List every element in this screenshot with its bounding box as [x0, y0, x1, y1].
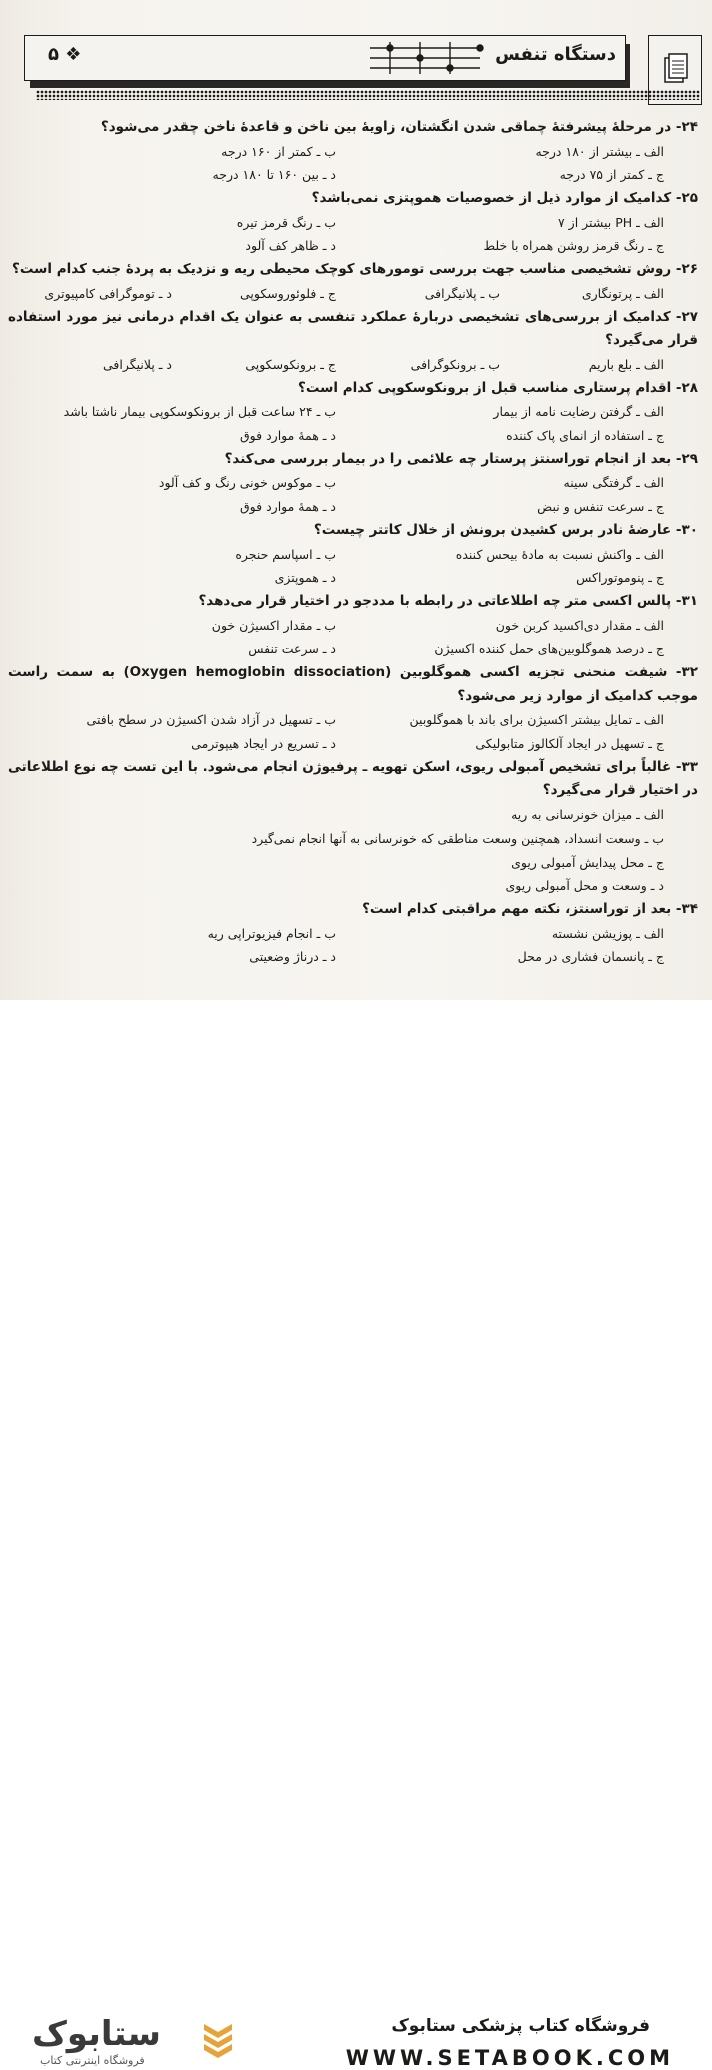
answer-option: ب ـ کمتر از ۱۶۰ درجه: [221, 143, 336, 159]
answer-option: الف ـ میزان خونرسانی به ریه: [511, 807, 664, 823]
options-row: [8, 353, 698, 377]
answer-option: ج ـ تسهیل در ایجاد آلکالوز متابولیکی: [475, 736, 664, 752]
answer-option: ج ـ برونکوسکوپی: [245, 356, 336, 372]
answer-option: د ـ وسعت و محل آمبولی ریوی: [505, 878, 664, 894]
store-logo: ستابوک: [32, 2014, 161, 2054]
answer-option: ج ـ سرعت تنفس و نبض: [537, 499, 664, 515]
answer-option: ج ـ فلوئوروسکوپی: [240, 285, 336, 301]
answer-option: الف ـ بلع باریم: [588, 356, 664, 372]
answer-option: ب ـ برونکوگرافی: [410, 356, 500, 372]
options-row: [8, 614, 698, 638]
diamond-ornament-icon: ❖: [65, 44, 82, 65]
options-row: [8, 211, 698, 235]
options-row: [8, 851, 698, 875]
options-row: [8, 708, 698, 732]
question-stem: ۲۴- در مرحلهٔ پیشرفتهٔ چماقی شدن انگشتان، زاویهٔ بین ناخن و قاعدهٔ ناخن چقدر می‌شود؟: [100, 119, 698, 135]
options-row: [8, 874, 698, 898]
book-stack-icon: [200, 2018, 236, 2058]
answer-option: ب ـ موکوس خونی رنگ و کف آلود: [158, 475, 336, 491]
questions-list: [8, 116, 698, 969]
book-page: [0, 0, 712, 1000]
answer-option: الف ـ گرفتن رضایت نامه از بیمار: [493, 404, 664, 420]
question-stem: ۲۵- کدامیک از موارد ذیل از خصوصیات هموپتزی نمی‌باشد؟: [311, 190, 698, 207]
options-row: [8, 945, 698, 969]
page-number: ۵ ❖: [48, 44, 82, 65]
answer-option: د ـ همهٔ موارد فوق: [239, 499, 336, 515]
answer-option: ب ـ وسعت انسداد، همچنین وسعت مناطقی که خونرسانی به آنها انجام نمی‌گیرد: [251, 830, 664, 846]
options-row: [8, 543, 698, 567]
options-row: [8, 732, 698, 756]
answer-option: ب ـ رنگ قرمز تیره: [236, 214, 336, 230]
options-row: [8, 163, 698, 187]
options-row: [8, 495, 698, 519]
question-stem: ۳۳- غالباً برای تشخیص آمبولی ریوی، اسکن تهویه ـ پرفیوژن انجام می‌شود. با این تست چه نوع اطلاعاتی در اختیار قرار می‌گیرد؟: [8, 758, 698, 799]
answer-option: د ـ هموپتزی: [274, 570, 336, 586]
options-row: [8, 400, 698, 424]
answer-option: ب ـ ۲۴ ساعت قبل از برونکوسکوپی بیمار ناشتا باشد: [63, 404, 336, 420]
options-row: [8, 282, 698, 306]
options-row: [8, 471, 698, 495]
answer-option: د ـ همهٔ موارد فوق: [239, 428, 336, 444]
answer-option: د ـ بین ۱۶۰ تا ۱۸۰ درجه: [212, 167, 336, 183]
options-row: [8, 424, 698, 448]
options-row: [8, 827, 698, 851]
header-decoration-icon: [360, 40, 490, 76]
options-row: [8, 922, 698, 946]
answer-option: ج ـ استفاده از انمای پاک کننده: [506, 428, 664, 444]
options-row: [8, 637, 698, 661]
answer-option: الف ـ واکنش نسبت به مادهٔ بیحس کننده: [455, 546, 664, 562]
answer-option: الف ـ پوزیشن نشسته: [551, 925, 664, 941]
options-row: [8, 140, 698, 164]
answer-option: ب ـ مقدار اکسیژن خون: [211, 617, 336, 633]
answer-option: الف ـ بیشتر از ۱۸۰ درجه: [535, 143, 664, 159]
question-stem: ۳۴- بعد از توراسنتز، نکته مهم مراقبتی کدام است؟: [362, 900, 698, 917]
answer-option: الف ـ PH بیشتر از ۷: [557, 214, 664, 230]
question-stem: ۲۹- بعد از انجام توراسنتز پرستار چه علائمی را در بیمار بررسی می‌کند؟: [224, 450, 698, 467]
footer-banner: [0, 1000, 712, 2070]
question-stem: ۳۰- عارضهٔ نادر برس کشیدن برونش از خلال کاتتر چیست؟: [313, 521, 698, 538]
question-stem: ۳۲- شیفت منحنی تجزیه اکسی هموگلوبین (Oxygen hemoglobin dissociation) به سمت راست موجب کدامیک از موارد زیر می‌شود؟: [8, 663, 698, 704]
store-name: فروشگاه کتاب پزشکی ستابوک: [391, 2016, 650, 2036]
question-stem: ۲۶- روش تشخیصی مناسب جهت بررسی تومورهای کوچک محیطی ریه و نزدیک به پردهٔ جنب کدام است؟: [12, 261, 698, 278]
question-stem: ۳۱- پالس اکسی متر چه اطلاعاتی در رابطه با مددجو در اختیار قرار می‌دهد؟: [198, 592, 698, 609]
question-stem: ۲۸- اقدام پرستاری مناسب قبل از برونکوسکوپی کدام است؟: [297, 379, 698, 396]
chapter-title: دستگاه تنفس: [495, 44, 616, 65]
answer-option: ب ـ اسپاسم حنجره: [235, 546, 336, 562]
options-row: [8, 566, 698, 590]
answer-option: ب ـ تسهیل در آزاد شدن اکسیژن در سطح بافتی: [86, 712, 336, 728]
answer-option: ج ـ محل پیدایش آمبولی ریوی: [511, 854, 664, 870]
answer-option: د ـ درناژ وضعیتی: [249, 949, 336, 965]
answer-option: ج ـ کمتر از ۷۵ درجه: [559, 167, 664, 183]
answer-option: الف ـ تمایل بیشتر اکسیژن برای باند با هموگلوبین: [409, 712, 664, 728]
answer-option: ج ـ پنوموتوراکس: [576, 570, 664, 586]
dotted-divider: [36, 90, 700, 100]
logo-tagline: فروشگاه اینترنتی کتاب: [40, 2054, 145, 2067]
answer-option: الف ـ گرفتگی سینه: [563, 475, 664, 491]
answer-option: ج ـ رنگ قرمز روشن همراه با خلط: [483, 238, 664, 254]
store-url[interactable]: WWW.SETABOOK.COM: [345, 2046, 674, 2070]
answer-option: د ـ تسریع در ایجاد هیپوترمی: [191, 736, 336, 752]
answer-option: ب ـ انجام فیزیوتراپی ریه: [207, 925, 336, 941]
answer-option: الف ـ مقدار دی‌اکسید کربن خون: [495, 617, 664, 633]
options-row: [8, 803, 698, 827]
answer-option: د ـ توموگرافی کامپیوتری: [44, 285, 172, 301]
answer-option: ج ـ درصد هموگلوبین‌های حمل کننده اکسیژن: [434, 641, 664, 657]
question-stem: ۲۷- کدامیک از بررسی‌های تشخیصی دربارهٔ عملکرد تنفسی به عنوان یک اقدام درمانی نیز مورد استفاده قرار می‌گیرد؟: [8, 308, 698, 349]
options-row: [8, 234, 698, 258]
answer-option: د ـ پلانیگرافی: [102, 356, 172, 372]
answer-option: د ـ ظاهر کف آلود: [245, 238, 336, 254]
answer-option: د ـ سرعت تنفس: [248, 641, 336, 657]
answer-option: الف ـ پرتونگاری: [581, 285, 664, 301]
answer-option: ب ـ پلانیگرافی: [424, 285, 500, 301]
answer-option: ج ـ پانسمان فشاری در محل: [517, 949, 664, 965]
